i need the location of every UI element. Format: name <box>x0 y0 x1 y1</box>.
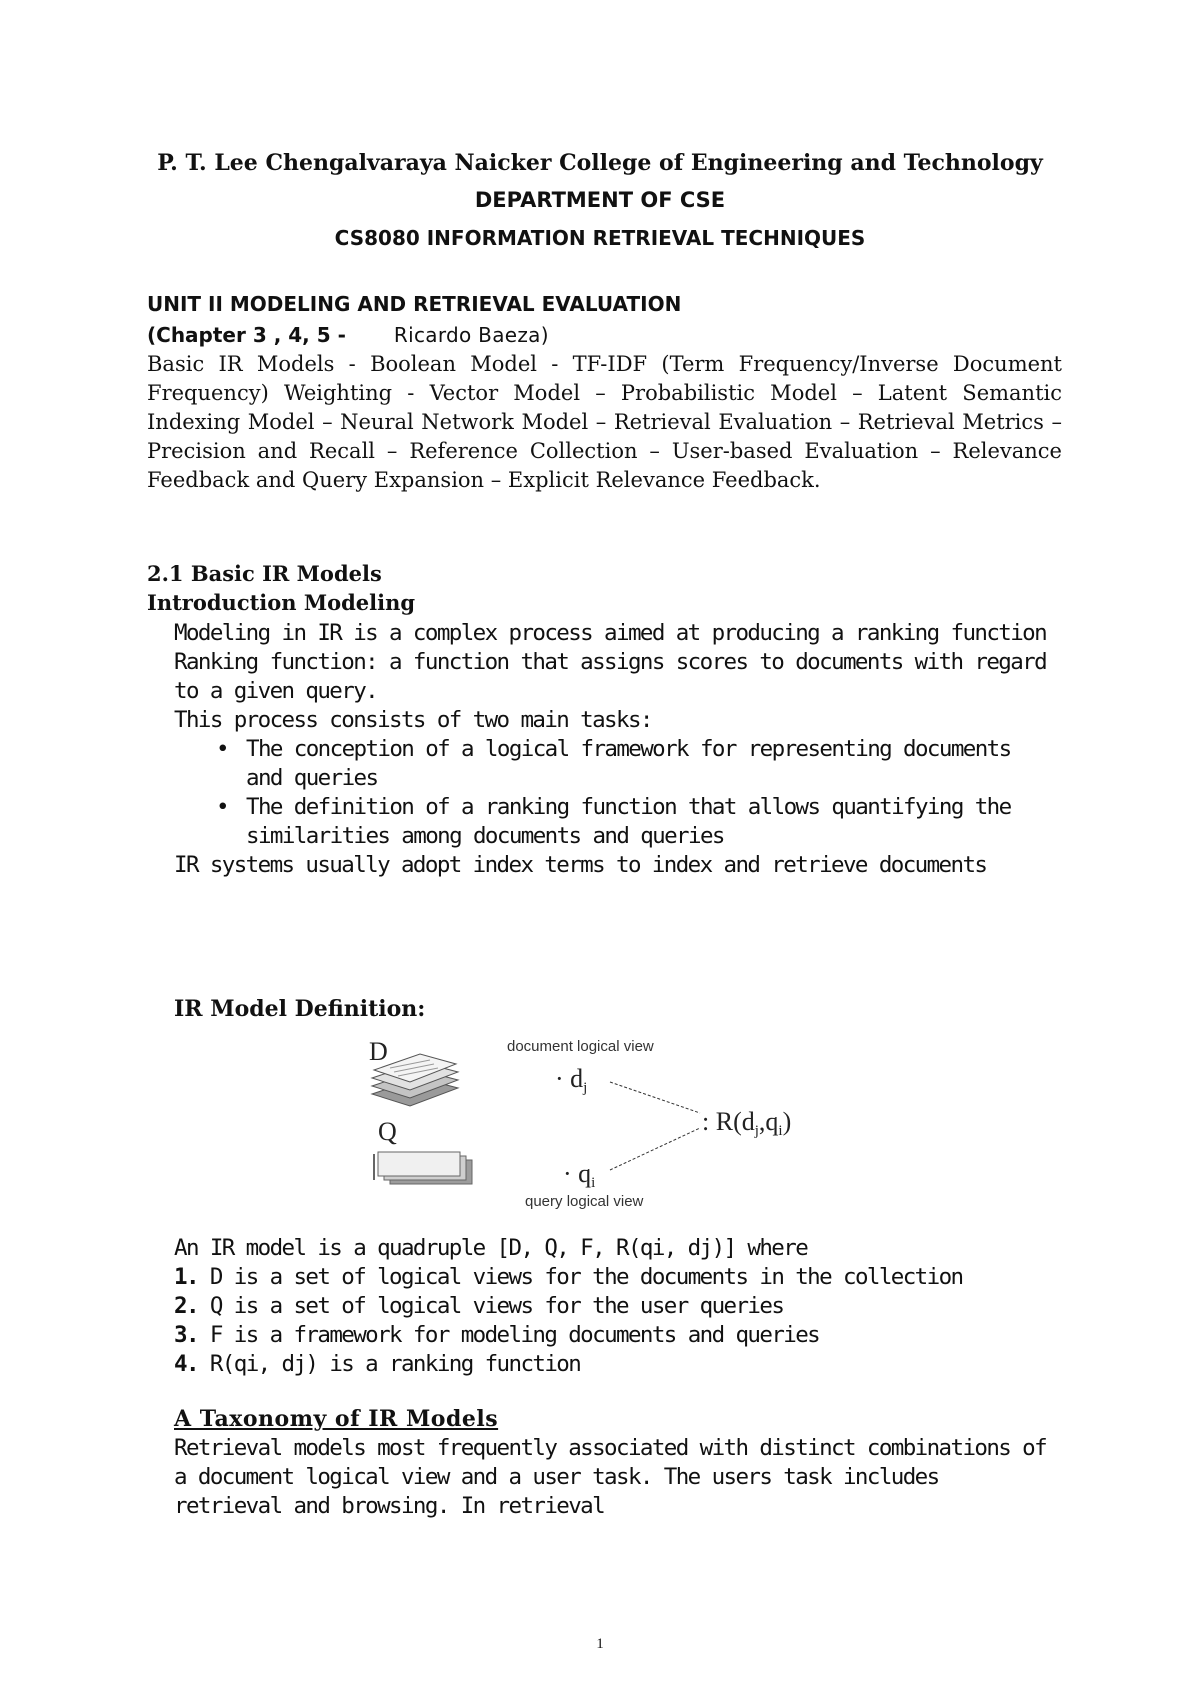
section-title: 2.1 Basic IR Models <box>147 561 382 586</box>
chapter-label: (Chapter 3 , 4, 5 - <box>147 323 346 347</box>
dj-subscript: j <box>583 1080 588 1096</box>
list-item <box>174 793 1054 851</box>
qi-subscript: i <box>591 1175 596 1191</box>
r-prefix: R(d <box>715 1107 755 1136</box>
definition-title: IR Model Definition: <box>174 996 426 1022</box>
list-item <box>174 1263 1054 1292</box>
quadruple-definition <box>174 1234 1054 1379</box>
item-text: F is a framework for modeling documents and queries <box>197 1322 820 1348</box>
page-number: 1 <box>596 1636 604 1652</box>
intro-paragraph-1: Modeling in IR is a complex process aimed at producing a ranking function <box>174 620 1047 646</box>
label-d: D <box>369 1037 388 1066</box>
bullet-icon: • <box>216 794 228 820</box>
list-item-text: The definition of a ranking function that allows quantifying the similarities among documents and queries <box>246 794 1011 849</box>
list-item <box>174 1292 1054 1321</box>
r-subscript-i: i <box>778 1123 783 1139</box>
college-name: P. T. Lee Chengalvaraya Naicker College of Engineering and Technology <box>157 150 1043 176</box>
item-number: 3. <box>174 1322 198 1348</box>
taxonomy-title: A Taxonomy of IR Models <box>174 1406 499 1432</box>
item-text: D is a set of logical views for the documents in the collection <box>197 1264 963 1290</box>
author-name: Ricardo Baeza) <box>393 323 549 347</box>
section-subtitle: Introduction Modeling <box>147 590 416 615</box>
r-mid: ,q <box>758 1107 779 1136</box>
document-logical-view-label: document logical view <box>507 1038 654 1055</box>
chapter-reference <box>147 323 549 347</box>
node-dot: · <box>555 1064 571 1093</box>
item-text: Q is a set of logical views for the user queries <box>197 1293 784 1319</box>
list-item <box>174 1350 1054 1379</box>
qi-connector <box>610 1128 700 1170</box>
task-list <box>174 735 1054 851</box>
taxonomy-text: Retrieval models most frequently associated with distinct combinations of a document logical view and a user task. The users task includes retrieval and browsing. In retrieval <box>174 1435 1047 1519</box>
list-item-text: The conception of a logical framework for representing documents and queries <box>246 736 1011 791</box>
list-item <box>174 735 1054 793</box>
item-text: R(qi, dj) is a ranking function <box>197 1351 581 1377</box>
department-name: DEPARTMENT OF CSE <box>474 188 726 212</box>
unit-syllabus: Basic IR Models - Boolean Model - TF-IDF (Term Frequency/Inverse Document Frequency) Weighting - Vector Model – Probabilistic Model – Latent Semantic Indexing Model – Neural Network Model – Retrieval Evaluation – Retrieval Metrics – Precision and Recall – Reference Collection – User-based Evaluation – Relevance Feedback and Query Expansion – Explicit Relevance Feedback. <box>147 352 1062 492</box>
intro-text <box>174 619 1054 880</box>
intro-paragraph-3: This process consists of two main tasks: <box>174 707 652 733</box>
unit-title: UNIT II MODELING AND RETRIEVAL EVALUATION <box>147 292 682 316</box>
r-suffix: ) <box>782 1107 792 1136</box>
intro-paragraph-2: Ranking function: a function that assigns scores to documents with regard to a given query. <box>174 649 1047 704</box>
ranking-function-node <box>702 1107 791 1139</box>
node-dot: · <box>563 1159 579 1188</box>
item-number: 4. <box>174 1351 198 1377</box>
ir-model-diagram <box>360 1030 900 1210</box>
dj-label: d <box>570 1064 584 1093</box>
quadruple-intro: An IR model is a quadruple [D, Q, F, R(qi, dj)] where <box>174 1235 808 1261</box>
qi-label: q <box>578 1159 592 1188</box>
dj-connector <box>610 1082 700 1113</box>
dj-node <box>555 1064 587 1096</box>
item-number: 1. <box>174 1264 198 1290</box>
query-logical-view-label: query logical view <box>525 1193 644 1210</box>
item-number: 2. <box>174 1293 198 1319</box>
intro-paragraph-4: IR systems usually adopt index terms to index and retrieve documents <box>174 852 987 878</box>
r-subscript-j: j <box>754 1123 759 1139</box>
list-item <box>174 1321 1054 1350</box>
label-q: Q <box>378 1117 397 1146</box>
course-title: CS8080 INFORMATION RETRIEVAL TECHNIQUES <box>334 226 866 250</box>
query-stack-icon <box>374 1152 472 1184</box>
bullet-icon: • <box>216 736 228 762</box>
qi-node <box>563 1159 595 1191</box>
node-dot: : <box>702 1107 716 1136</box>
